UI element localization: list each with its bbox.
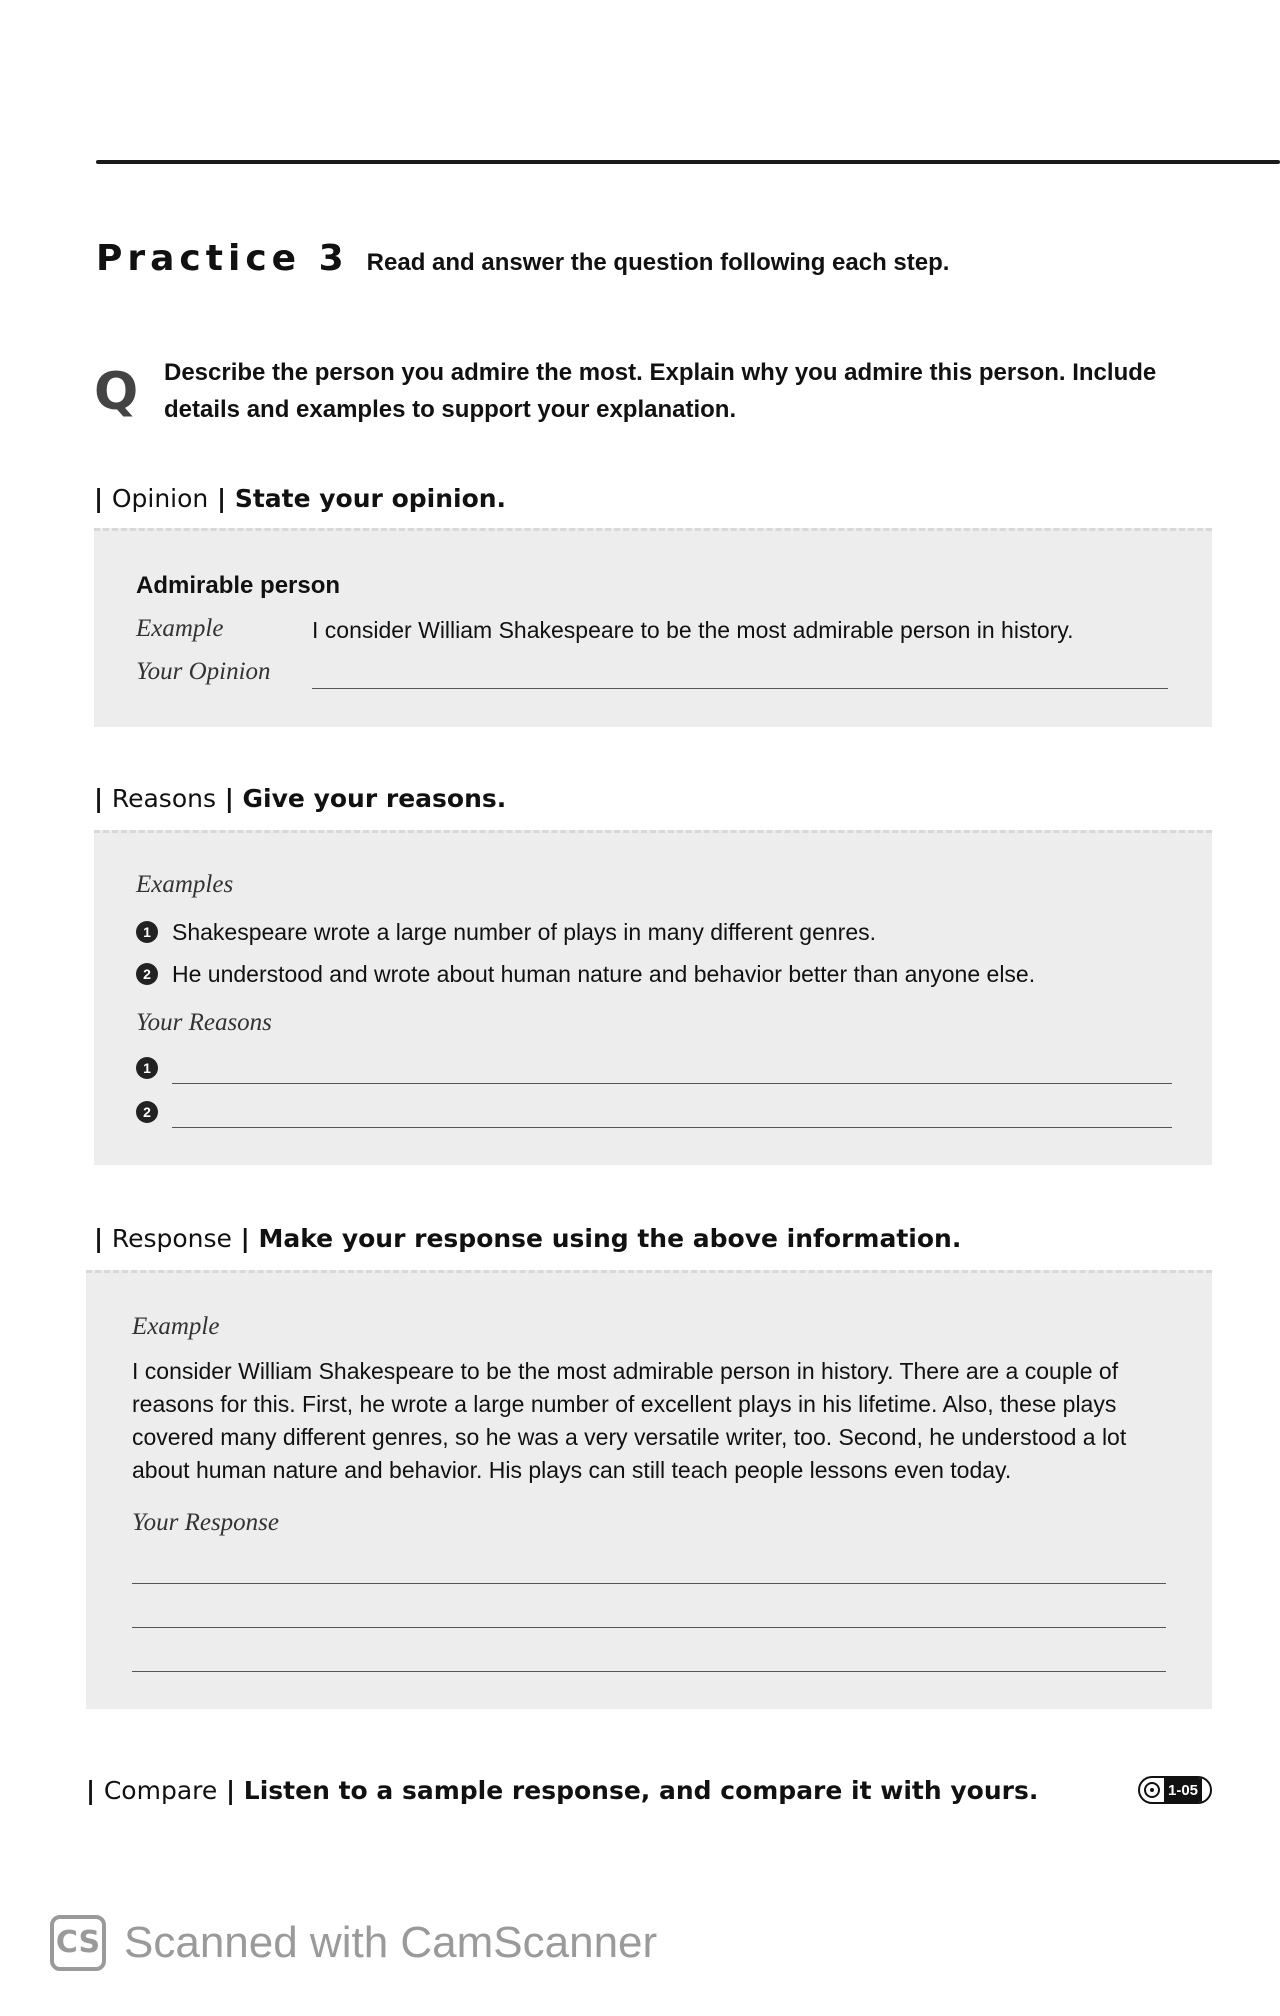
opinion-example-label: Example [136,615,224,642]
response-step-prompt: Make your response using the above information. [258,1224,962,1253]
watermark-text: Scanned with CamScanner [124,1918,658,1967]
question-text: Describe the person you admire the most. Explain why you admire this person. Include details and examples to support your explanation. [164,359,1157,423]
response-example-paragraph [132,1355,1192,1487]
opinion-your-label: Your Opinion [136,658,271,685]
reasons-panel [94,830,1212,1165]
camscanner-logo-icon: CS [50,1915,106,1971]
response-answer-line-2[interactable] [132,1627,1166,1628]
reasons-step-prompt: Give your reasons. [242,784,507,813]
number-one-icon: 1 [136,921,158,943]
opinion-answer-line[interactable] [312,688,1168,689]
practice-header [96,238,949,279]
number-two-icon: 2 [136,1101,158,1123]
track-number: 1-05 [1164,1776,1202,1804]
response-step-heading: | Response | Make your response using the above information. [94,1224,962,1253]
opinion-step-prompt: State your opinion. [234,484,507,513]
reason-answer-line-1[interactable] [172,1083,1172,1084]
cd-icon [1144,1782,1160,1798]
q-letter-icon: Q [94,362,139,422]
opinion-panel-label: Admirable person [136,572,341,599]
practice-title: Practice 3 [96,238,349,279]
opinion-panel [94,528,1212,727]
response-example-label: Example [132,1313,220,1340]
compare-step-name: Compare [103,1776,218,1805]
number-one-icon: 1 [136,1057,158,1079]
response-example-line: reasons for this. First, he wrote a large number of excellent plays in his lifetime. Also, these plays [132,1391,1117,1417]
number-two-icon: 2 [136,963,158,985]
opinion-step-name: Opinion [111,484,209,513]
reasons-examples-label: Examples [136,871,234,898]
response-step-name: Response [111,1224,232,1253]
reason-example-2: He understood and wrote about human nature and behavior better than anyone else. [172,961,1036,987]
response-answer-line-1[interactable] [132,1583,1166,1584]
reasons-your-label: Your Reasons [136,1009,272,1036]
reason-example-1: Shakespeare wrote a large number of plays in many different genres. [172,919,877,945]
top-rule [96,160,1280,164]
compare-step-heading: | Compare | Listen to a sample response, and compare it with yours. [86,1776,1039,1805]
response-panel [86,1270,1212,1709]
opinion-step-heading: | Opinion | State your opinion. [94,484,507,513]
audio-track-badge[interactable] [1138,1776,1212,1804]
response-answer-line-3[interactable] [132,1671,1166,1672]
response-your-label: Your Response [132,1509,280,1536]
response-example-line: covered many different genres, so he was a very versatile writer, too. Second, he understood a lot [132,1424,1127,1450]
response-example-line: I consider William Shakespeare to be the most admirable person in history. There are a couple of [132,1358,1119,1384]
reasons-step-name: Reasons [111,784,216,813]
response-example-line: about human nature and behavior. His plays can still teach people lessons even today. [132,1457,1012,1483]
practice-instruction: Read and answer the question following each step. [366,249,950,276]
compare-step-prompt: Listen to a sample response, and compare it with yours. [243,1776,1039,1805]
reason-answer-line-2[interactable] [172,1127,1172,1128]
reasons-step-heading: | Reasons | Give your reasons. [94,784,507,813]
camscanner-watermark [50,1915,657,1971]
opinion-example-text: I consider William Shakespeare to be the most admirable person in history. [312,617,1074,643]
